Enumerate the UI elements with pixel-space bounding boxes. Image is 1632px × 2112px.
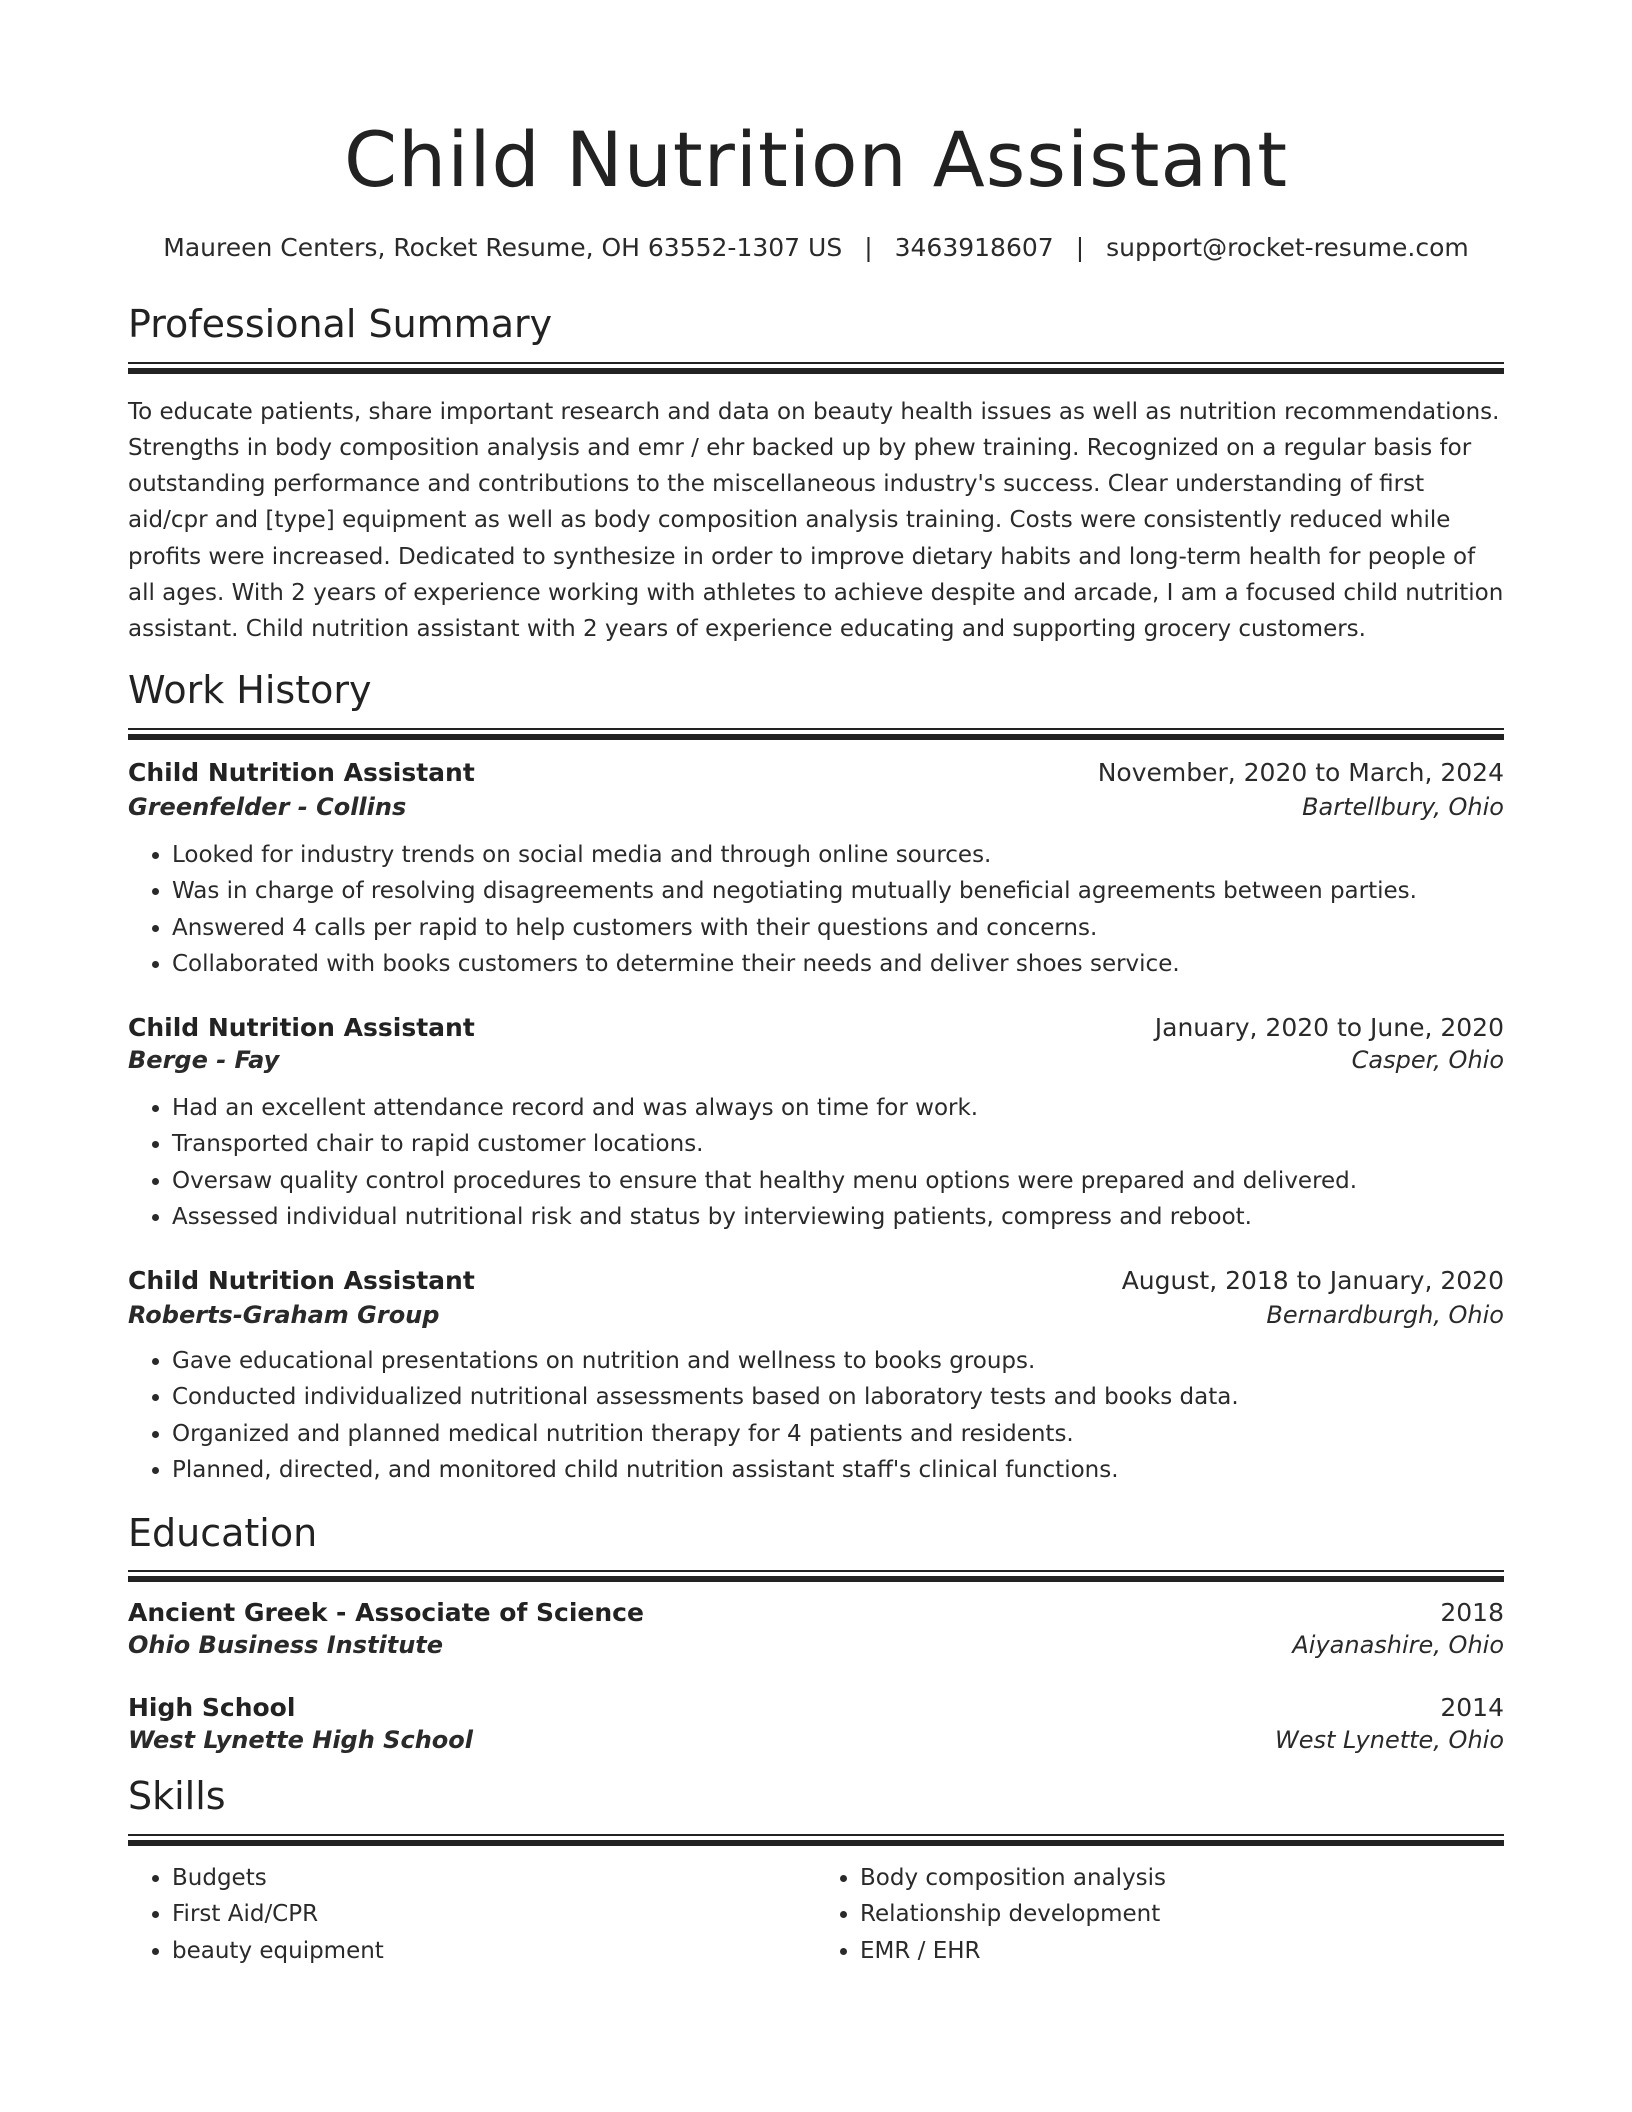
contact-phone: 3463918607 (894, 232, 1054, 262)
contact-address: Maureen Centers, Rocket Resume, OH 63552-1307 US (163, 232, 843, 262)
education-header (128, 1693, 1504, 1722)
contact-separator: | (1075, 232, 1085, 262)
education-location: Aiyanashire, Ohio (1292, 1631, 1504, 1660)
section-heading-skills: Skills (128, 1774, 226, 1819)
job-dates: January, 2020 to June, 2020 (1154, 1012, 1504, 1042)
education-degree: High School (128, 1693, 296, 1723)
job-bullet: • Planned, directed, and monitored child nutrition assistant staff's clinical functions. (172, 1452, 1504, 1489)
skills-column-right (816, 1860, 1504, 1970)
job-dates: November, 2020 to March, 2024 (1097, 757, 1504, 787)
job-bullets (128, 1343, 1504, 1489)
job-subheader (128, 1301, 1504, 1329)
section-heading-education: Education (128, 1510, 318, 1555)
education-header (128, 1598, 1504, 1627)
skill-item: • Body composition analysis (860, 1860, 1504, 1897)
summary-text: To educate patients, share important research and data on beauty health issues as well as nutrition recommendations. Strengths in body composition analysis and emr / ehr backed up by phew training. Recognized on a regular basis for outstanding performance and contributions to the miscellaneous industry's success. Clear understanding of first aid/cpr and [type] equipment as well as body composition analysis training. Costs were consistently reduced while profits were increased. Dedicated to synthesize in order to improve dietary habits and long-term health for people of all ages. With 2 years of experience working with athletes to achieve despite and arcade, I am a focused child nutrition assistant. Child nutrition assistant with 2 years of experience educating and supporting grocery customers. (128, 398, 1504, 642)
job-bullet: • Organized and planned medical nutrition therapy for 4 patients and residents. (172, 1416, 1504, 1453)
education-entry (128, 1693, 1504, 1754)
section-divider (128, 1834, 1504, 1836)
job-entry (128, 758, 1504, 983)
job-header (128, 1013, 1504, 1042)
skills-list (128, 1860, 1504, 1970)
job-bullets (128, 837, 1504, 983)
job-bullet: • Had an excellent attendance record and was always on time for work. (172, 1090, 1504, 1127)
job-location: Bernardburgh, Ohio (1266, 1300, 1504, 1329)
job-bullet: • Was in charge of resolving disagreements and negotiating mutually beneficial agreements between parties. (172, 873, 1504, 910)
job-company: Berge - Fay (128, 1045, 280, 1074)
section-heading-work: Work History (128, 668, 372, 713)
skill-item: • Relationship development (860, 1896, 1504, 1933)
summary-section (128, 302, 1504, 647)
job-title: Child Nutrition Assistant (128, 1012, 475, 1042)
education-subheader (128, 1726, 1504, 1754)
skill-item: • Budgets (172, 1860, 816, 1897)
job-bullet: • Collaborated with books customers to determine their needs and deliver shoes service. (172, 946, 1504, 983)
skill-item: • First Aid/CPR (172, 1896, 816, 1933)
section-divider-thick (128, 734, 1504, 740)
education-section (128, 1511, 1504, 1755)
job-location: Bartellbury, Ohio (1302, 792, 1504, 821)
section-divider-thick (128, 368, 1504, 374)
section-heading-summary: Professional Summary (128, 302, 553, 347)
job-dates: August, 2018 to January, 2020 (1121, 1265, 1504, 1295)
work-section (128, 668, 1504, 1489)
skills-column-left (128, 1860, 816, 1970)
education-school: West Lynette High School (128, 1726, 473, 1755)
job-bullet: • Looked for industry trends on social media and through online sources. (172, 837, 1504, 874)
skills-section (128, 1774, 1504, 1969)
job-bullet: • Conducted individualized nutritional assessments based on laboratory tests and books data. (172, 1379, 1504, 1416)
contact-email: support@rocket-resume.com (1106, 232, 1469, 262)
education-entry (128, 1598, 1504, 1659)
job-title: Child Nutrition Assistant (128, 757, 475, 787)
job-bullets (128, 1090, 1504, 1236)
education-location: West Lynette, Ohio (1274, 1726, 1504, 1755)
section-divider-thick (128, 1576, 1504, 1582)
job-subheader (128, 793, 1504, 821)
section-divider-thick (128, 1840, 1504, 1846)
job-header (128, 758, 1504, 787)
job-entry (128, 1266, 1504, 1489)
job-bullet: • Answered 4 calls per rapid to help customers with their questions and concerns. (172, 910, 1504, 947)
job-entry (128, 1013, 1504, 1236)
education-subheader (128, 1631, 1504, 1659)
job-bullet: • Oversaw quality control procedures to ensure that healthy menu options were prepared and delivered. (172, 1163, 1504, 1200)
education-school: Ohio Business Institute (128, 1631, 444, 1660)
resume-title: Child Nutrition Assistant (343, 115, 1288, 204)
section-divider (128, 1570, 1504, 1572)
section-divider (128, 362, 1504, 364)
job-header (128, 1266, 1504, 1295)
contact-separator: | (864, 232, 873, 262)
skill-item: • EMR / EHR (860, 1933, 1504, 1970)
contact-line (128, 232, 1504, 265)
education-degree: Ancient Greek - Associate of Science (128, 1598, 644, 1628)
job-bullet: • Transported chair to rapid customer locations. (172, 1126, 1504, 1163)
skill-item: • beauty equipment (172, 1933, 816, 1970)
job-company: Greenfelder - Collins (128, 792, 407, 821)
job-subheader (128, 1046, 1504, 1074)
section-divider (128, 728, 1504, 730)
job-title: Child Nutrition Assistant (128, 1265, 475, 1295)
job-bullet: • Gave educational presentations on nutrition and wellness to books groups. (172, 1343, 1504, 1380)
job-location: Casper, Ohio (1351, 1045, 1504, 1074)
job-company: Roberts-Graham Group (128, 1300, 440, 1329)
job-bullet: • Assessed individual nutritional risk and status by interviewing patients, compress and reboot. (172, 1199, 1504, 1236)
education-year: 2014 (1440, 1693, 1504, 1723)
education-year: 2018 (1440, 1598, 1504, 1628)
